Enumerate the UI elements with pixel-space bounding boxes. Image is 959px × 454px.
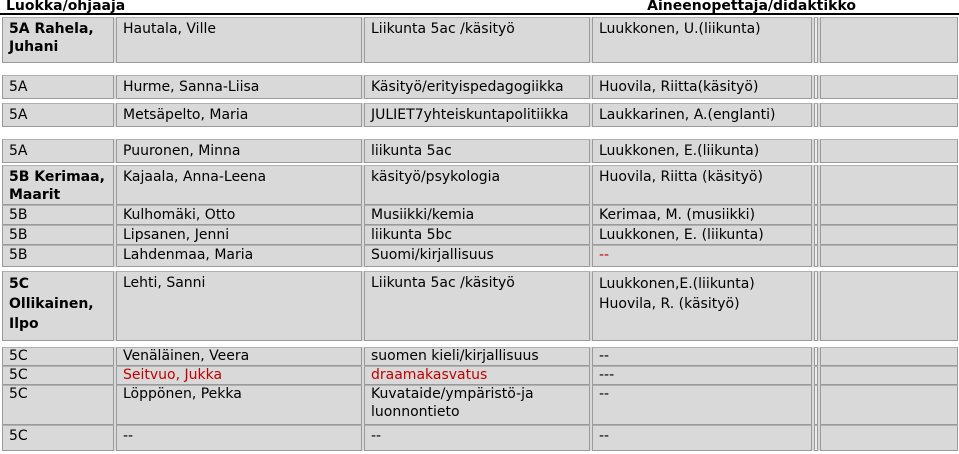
subject-cell: JULIET7yhteiskuntapolitiikka: [371, 107, 569, 123]
table-row: [2, 347, 958, 366]
class-cell: 5C Ollikainen, Ilpo: [9, 276, 99, 332]
subject-cell: liikunta 5ac: [371, 143, 452, 159]
student-cell: Hautala, Ville: [123, 21, 216, 37]
teacher-cell: --: [599, 348, 610, 364]
teacher-cell: Kerimaa, M. (musiikki): [599, 207, 756, 223]
table-row: [2, 103, 958, 127]
student-cell: Kajaala, Anna-Leena: [123, 169, 267, 185]
class-cell: 5B Kerimaa, Maarit: [9, 169, 110, 203]
subject-cell: Käsityö/erityispedagogiikka: [371, 79, 564, 95]
teacher-cell: Huovila, Riitta(käsityö): [599, 79, 759, 95]
student-cell: Löppönen, Pekka: [123, 386, 242, 402]
student-cell: Lahdenmaa, Maria: [123, 247, 254, 263]
student-cell: Seitvuo, Jukka: [123, 367, 223, 383]
class-cell: 5C: [9, 367, 28, 383]
subject-cell: liikunta 5bc: [371, 227, 453, 243]
subject-cell: Suomi/kirjallisuus: [371, 247, 494, 263]
student-cell: --: [123, 428, 134, 444]
table-row: [2, 385, 958, 425]
subject-cell: käsityö/psykologia: [371, 169, 501, 185]
class-cell: 5B: [9, 227, 28, 243]
teacher-cell: Luukkonen,E.(liikunta) Huovila, R. (käsityö): [599, 276, 760, 312]
table-row: [2, 17, 958, 63]
student-cell: Lipsanen, Jenni: [123, 227, 230, 243]
header-class-advisor: Luokka/ohjaaja: [6, 0, 126, 14]
teacher-cell: --: [599, 428, 610, 444]
teacher-cell: Luukkonen, U.(liikunta): [599, 21, 761, 37]
class-cell: 5A: [9, 107, 28, 123]
subject-cell: Kuvataide/ympäristö-ja luonnontieto: [371, 386, 539, 420]
table-row: [2, 225, 958, 245]
teacher-cell: ---: [599, 367, 615, 383]
table-row: [2, 139, 958, 163]
student-cell: Kulhomäki, Otto: [123, 207, 236, 223]
student-cell: Puuronen, Minna: [123, 143, 241, 159]
table-row: [2, 205, 958, 225]
class-cell: 5A Rahela, Juhani: [9, 21, 99, 55]
subject-cell: Liikunta 5ac /käsityö: [371, 21, 515, 37]
teacher-cell: Luukkonen, E. (liikunta): [599, 227, 764, 243]
teacher-cell: Luukkonen, E.(liikunta): [599, 143, 760, 159]
table-row: [2, 425, 958, 451]
header-subject-teacher: Aineenopettaja/didaktikko: [647, 0, 856, 14]
class-cell: 5C: [9, 428, 28, 444]
teacher-cell: --: [599, 386, 610, 402]
student-cell: Metsäpelto, Maria: [123, 107, 249, 123]
teacher-cell: Huovila, Riitta (käsityö): [599, 169, 763, 185]
table-row: [2, 165, 958, 205]
table-row: [2, 271, 958, 341]
table-row: [2, 75, 958, 99]
table-header: [0, 0, 959, 15]
subject-cell: suomen kieli/kirjallisuus: [371, 348, 539, 364]
class-cell: 5C: [9, 348, 28, 364]
student-cell: Lehti, Sanni: [123, 275, 206, 291]
class-cell: 5A: [9, 143, 28, 159]
class-cell: 5B: [9, 207, 28, 223]
subject-cell: --: [371, 428, 382, 444]
table-row: [2, 366, 958, 385]
class-cell: 5A: [9, 79, 28, 95]
teacher-cell: Laukkarinen, A.(englanti): [599, 107, 776, 123]
subject-cell: Liikunta 5ac /käsityö: [371, 275, 515, 291]
teacher-cell: --: [599, 247, 610, 263]
subject-cell: Musiikki/kemia: [371, 207, 475, 223]
class-cell: 5C: [9, 386, 28, 402]
subject-cell: draamakasvatus: [371, 367, 488, 383]
student-cell: Venäläinen, Veera: [123, 348, 250, 364]
table-row: [2, 245, 958, 267]
student-cell: Hurme, Sanna-Liisa: [123, 79, 260, 95]
class-cell: 5B: [9, 247, 28, 263]
